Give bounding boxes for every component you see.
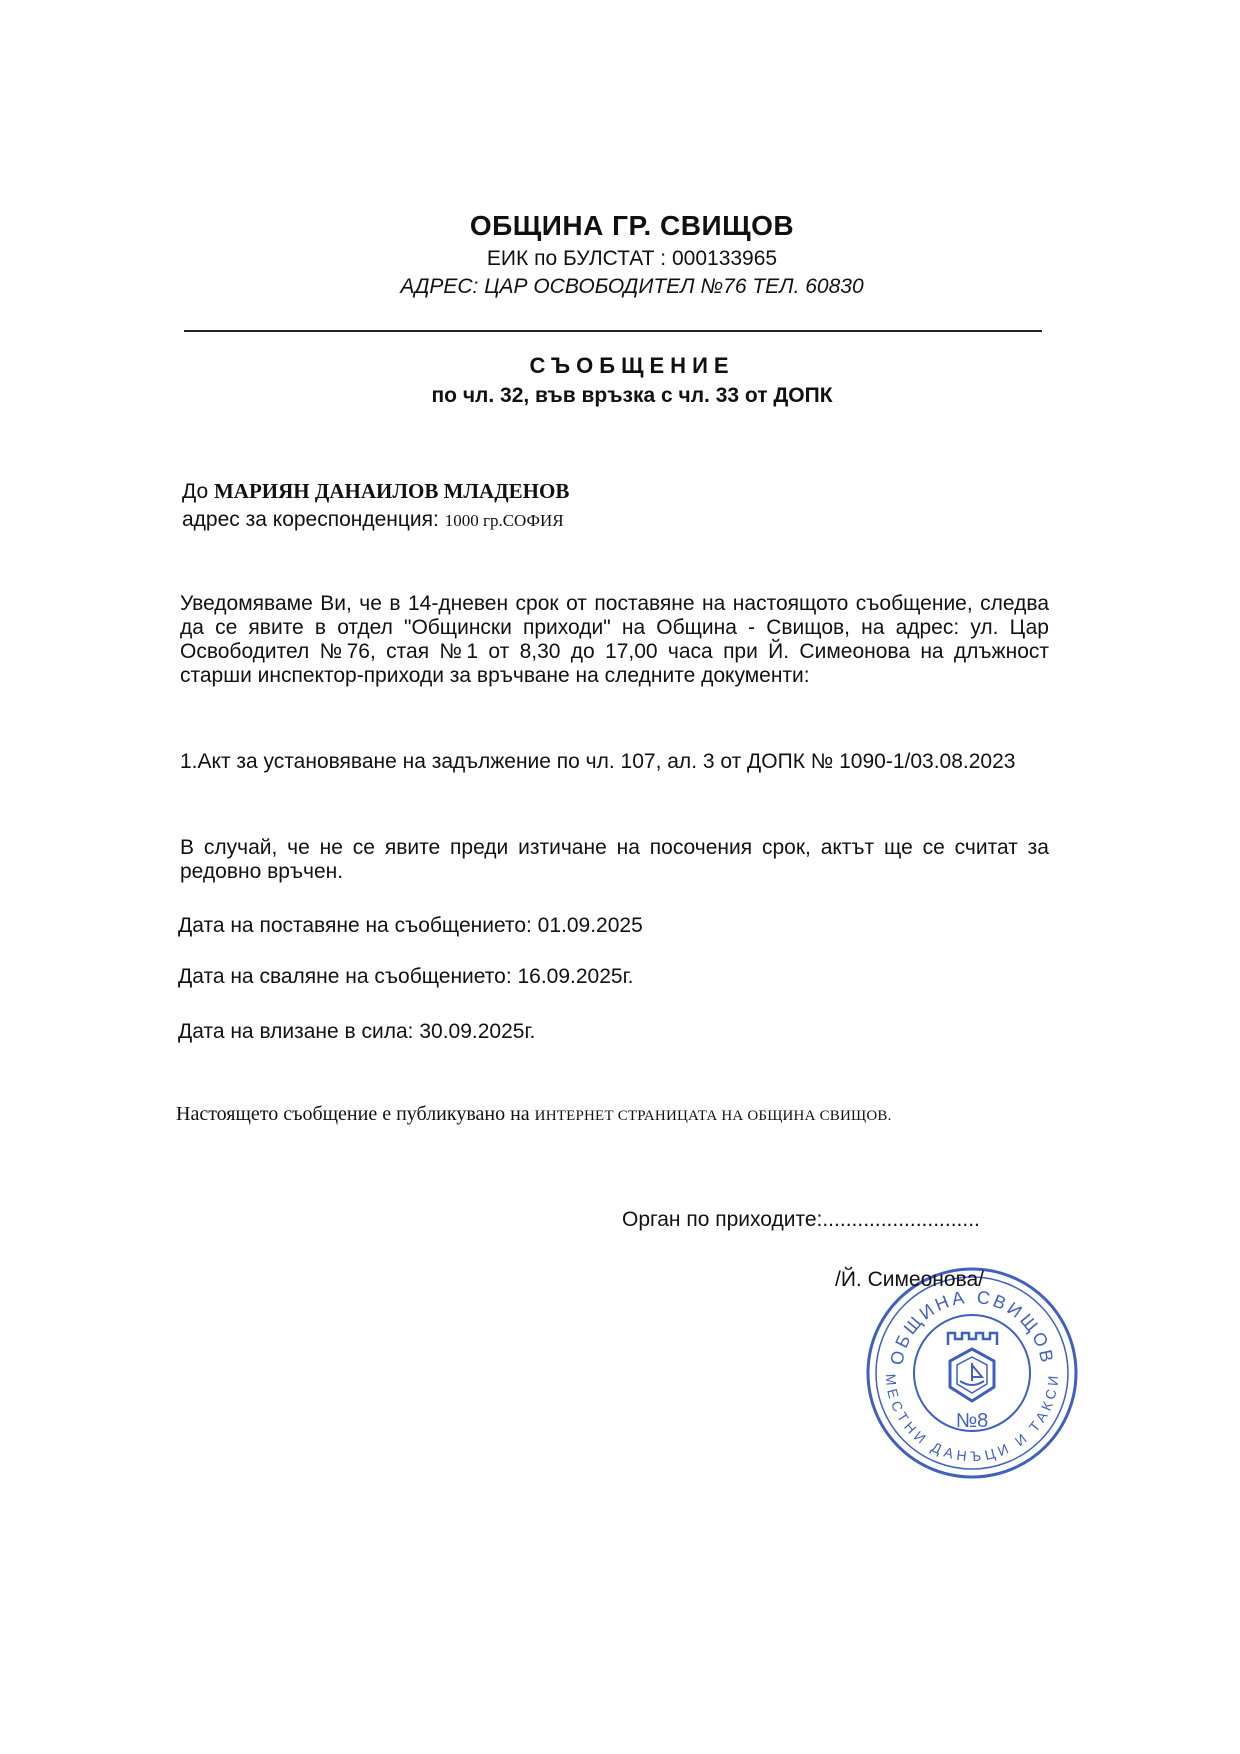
recipient-name: МАРИЯН ДАНАИЛОВ МЛАДЕНОВ [213,479,570,503]
official-stamp-icon [862,1263,1082,1483]
stamp-number: №8 [955,1410,989,1432]
recipient-block [182,477,569,535]
recipient-address-label: адрес за кореспонденция: [182,508,439,531]
date-posted: Дата на поставяне на съобщението: 01.09.2025 [178,914,643,937]
organ-signature-line: Орган по приходите:........................... [622,1208,980,1231]
publication-text: Настоящето съобщение е публикувано на [176,1103,530,1125]
publication-caps: ИНТЕРНЕТ СТРАНИЦАТА НА ОБЩИНА СВИЩОВ. [534,1108,892,1124]
date-effective: Дата на влизане в сила: 30.09.2025г. [178,1020,536,1043]
recipient-line [182,477,569,506]
stamp-top-text: ОБЩИНА СВИЩОВ [886,1286,1058,1367]
date-removed: Дата на сваляне на съобщението: 16.09.2025г. [178,965,634,988]
org-address: АДРЕС: ЦАР ОСВОБОДИТЕЛ №76 ТЕЛ. 60830 [400,275,864,298]
org-eik: ЕИК по БУЛСТАТ : 000133965 [486,247,778,270]
stamp-bottom-text: МЕСТНИ ДАНЪЦИ И ТАКСИ [882,1373,1062,1465]
document-list-item: 1.Акт за установяване на задължение по чл. 107, ал. 3 от ДОПК № 1090-1/03.08.2023 [180,750,1016,773]
recipient-address-line [182,506,569,535]
document-subtitle: по чл. 32, във връзка с чл. 33 от ДОПК [431,384,833,407]
notice-paragraph: Уведомяваме Ви, че в 14-дневен срок от поставяне на настоящото съобщение, следва да се явите в отдел "Общински приходи" на Община - Свищов, на адрес: ул. Цар Освободител №76, стая №1 от 8,30 до 17,00 часа при Й. Симеонова на длъжност старши инспектор-приходи за връчване на следните документи: [180,592,1049,687]
signer-name: /Й. Симеонова/ [835,1268,984,1291]
recipient-to-label: До [182,480,209,503]
org-name: ОБЩИНА ГР. СВИЩОВ [469,210,795,241]
header-divider [184,330,1042,332]
publication-note [176,1103,892,1126]
document-title: СЪОБЩЕНИЕ [529,353,735,378]
notice-consequence-paragraph: В случай, че не се явите преди изтичане на посочения срок, актът ще се считат за редовно връчен. [180,836,1049,883]
recipient-address-value: 1000 гр.СОФИЯ [444,511,564,530]
